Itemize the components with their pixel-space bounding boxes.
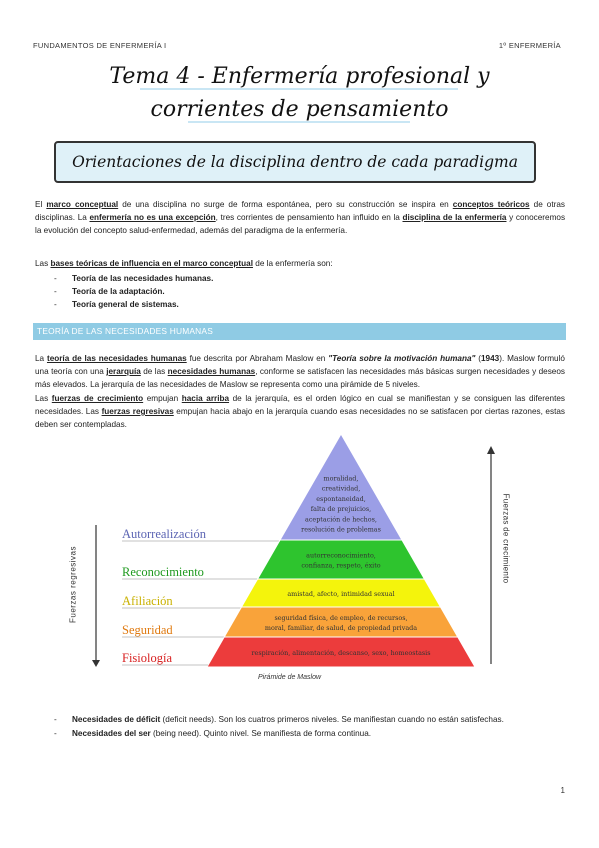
header-course: FUNDAMENTOS DE ENFERMERÍA I xyxy=(33,41,167,50)
growth-arrow-head xyxy=(487,446,495,454)
pyramid-layer-text: confianza, respeto, éxito xyxy=(301,561,381,570)
pyramid-layer-text: aceptación de hechos, xyxy=(305,515,377,524)
pyramid-level-label: Fisiología xyxy=(122,651,173,665)
pyramid-layer-text: amistad, afecto, intimidad sexual xyxy=(287,590,395,598)
maslow-paragraph: La teoría de las necesidades humanas fue descrita por Abraham Maslow en "Teoría sobre la motivación humana" (1943). Maslow formuló una teoría con una jerarquía de las necesidades humanas, conforme se satisfacen las necesidades más básicas surgen necesidades y deseos más elevados. La jerarquía de las necesidades de Maslow se representa como una pirámide de 5 niveles. xyxy=(35,354,565,389)
pyramid-layer-text: seguridad física, de empleo, de recursos, xyxy=(274,613,408,622)
pyramid-layer-1 xyxy=(258,540,425,579)
page-title-line2: corrientes de pensamiento xyxy=(150,97,449,122)
list-item: - Teoría general de sistemas. xyxy=(54,298,213,311)
growth-forces-label: Fuerzas de crecimiento xyxy=(501,493,511,584)
page-number: 1 xyxy=(560,786,565,795)
list-item: - Necesidades de déficit (deficit needs). Son los cuatros primeros niveles. Se manifiestan cuando no están satisfechas. xyxy=(54,713,504,727)
pyramid-level-label: Afiliación xyxy=(122,594,173,608)
header-year: 1º ENFERMERÍA xyxy=(498,41,561,50)
regressive-forces-label: Fuerzas regresivas xyxy=(68,545,78,624)
banner-orientaciones: Orientaciones de la disciplina dentro de cada paradigma xyxy=(54,141,536,183)
pyramid-layer-text: moral, familiar, de salud, de propiedad privada xyxy=(264,624,418,633)
pyramid-layer-text: autorreconocimiento, xyxy=(306,551,376,560)
pyramid-layer-text: falta de prejuicios, xyxy=(310,505,372,514)
section-heading: TEORÍA DE LAS NECESIDADES HUMANAS xyxy=(33,323,566,340)
needs-list xyxy=(54,713,504,741)
pyramid-layer-text: moralidad, xyxy=(323,474,359,483)
pyramid-level-label: Autorrealización xyxy=(122,527,206,541)
list-item: - Necesidades del ser (being need). Quinto nivel. Se manifiesta de forma continua. xyxy=(54,727,504,741)
pyramid-level-label: Reconocimiento xyxy=(122,565,204,579)
pyramid-layer-3 xyxy=(224,607,457,637)
regressive-arrow-head xyxy=(92,660,100,667)
pyramid-layer-text: creatividad, xyxy=(321,484,361,493)
pyramid-layer-text: resolución de problemas xyxy=(301,525,381,534)
page-title-line1: Tema 4 - Enfermería profesional y xyxy=(109,64,490,89)
pyramid-level-label: Seguridad xyxy=(122,623,173,637)
pyramid-caption: Pirámide de Maslow xyxy=(258,674,322,681)
list-item: - Teoría de la adaptación. xyxy=(54,285,213,298)
fuerzas-paragraph: Las fuerzas de crecimiento empujan hacia arriba de la jerarquía, es el orden lógico en cual se manifiestan y se consiguen las diferentes necesidades. Las fuerzas regresivas empujan hacia abajo en la jerarquía cuando esas necesidades no se satisfacen por ciertas razones, estas deben ser contempladas. xyxy=(35,394,566,429)
intro-paragraph: El marco conceptual de una disciplina no surge de forma espontánea, pero su construcción se inspira en conceptos teóricos de otras disciplinas. La enfermería no es una excepción, tres corrientes de pensamiento han influido en la disciplina de la enfermería y conoceremos la evolución del concepto salud-enfermedad, además del paradigma de la enfermería. xyxy=(35,200,566,235)
pyramid-layer-text: respiración, alimentación, descanso, sexo, homeostasis xyxy=(251,649,431,657)
bases-paragraph: Las bases teóricas de influencia en el marco conceptual de la enfermería son: xyxy=(35,259,333,268)
pyramid-layer-text: espontaneidad, xyxy=(316,494,366,503)
list-item: - Teoría de las necesidades humanas. xyxy=(54,272,213,285)
